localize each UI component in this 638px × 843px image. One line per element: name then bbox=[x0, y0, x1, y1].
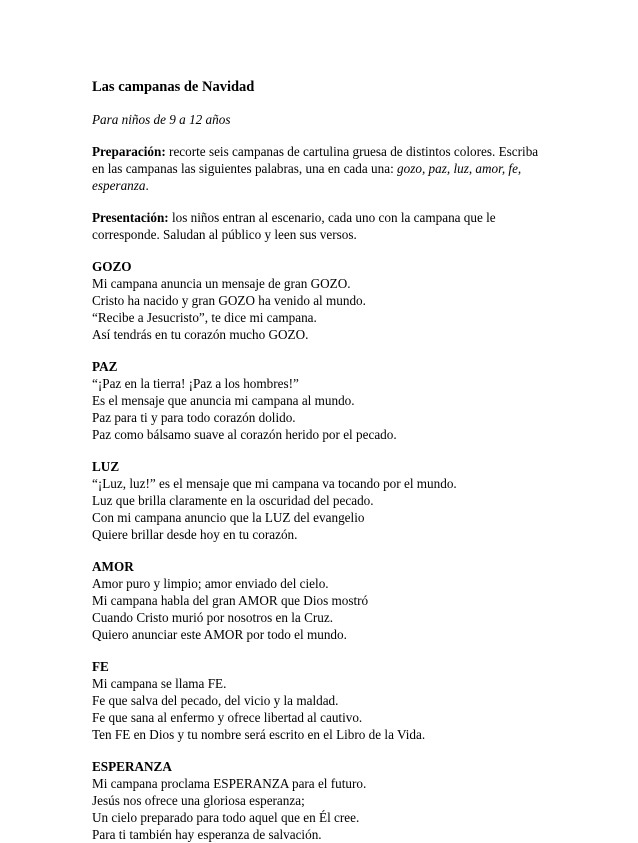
verse-line: “¡Luz, luz!” es el mensaje que mi campana va tocando por el mundo. bbox=[92, 476, 457, 491]
verse-line: Paz para ti y para todo corazón dolido. bbox=[92, 410, 296, 425]
verse-line: Fe que sana al enfermo y ofrece libertad al cautivo. bbox=[92, 710, 363, 725]
presentation-paragraph bbox=[92, 209, 552, 243]
verse-line: Es el mensaje que anuncia mi campana al mundo. bbox=[92, 393, 355, 408]
verse-line: Para ti también hay esperanza de salvación. bbox=[92, 827, 322, 842]
section-paz bbox=[92, 358, 552, 443]
section-esperanza bbox=[92, 758, 552, 843]
verse-line: Mi campana anuncia un mensaje de gran GOZO. bbox=[92, 276, 351, 291]
verse-line: Jesús nos ofrece una gloriosa esperanza; bbox=[92, 793, 305, 808]
verse-line: “Recibe a Jesucristo”, te dice mi campana. bbox=[92, 310, 317, 325]
section-title: LUZ bbox=[92, 459, 120, 474]
preparation-label: Preparación: bbox=[92, 144, 166, 159]
section-amor bbox=[92, 558, 552, 643]
verse-line: Luz que brilla claramente en la oscuridad del pecado. bbox=[92, 493, 374, 508]
presentation-text: los niños entran al escenario, cada uno con la campana que le corresponde. Saludan al público y leen sus versos. bbox=[92, 210, 496, 242]
section-title: PAZ bbox=[92, 359, 118, 374]
preparation-end: . bbox=[145, 178, 149, 193]
document-subtitle: Para niños de 9 a 12 años bbox=[92, 112, 231, 127]
section-title: FE bbox=[92, 659, 109, 674]
section-title: AMOR bbox=[92, 559, 134, 574]
verse-line: Un cielo preparado para todo aquel que en Él cree. bbox=[92, 810, 360, 825]
verse-line: Mi campana habla del gran AMOR que Dios mostró bbox=[92, 593, 369, 608]
section-title: ESPERANZA bbox=[92, 759, 172, 774]
document-title: Las campanas de Navidad bbox=[92, 79, 255, 95]
verse-line: Quiero anunciar este AMOR por todo el mundo. bbox=[92, 627, 347, 642]
verse-line: Así tendrás en tu corazón mucho GOZO. bbox=[92, 327, 309, 342]
preparation-words: gozo, paz, luz, amor, fe, esperanza bbox=[92, 161, 522, 193]
section-gozo bbox=[92, 258, 552, 343]
verse-line: Mi campana se llama FE. bbox=[92, 676, 227, 691]
verse-line: Cristo ha nacido y gran GOZO ha venido al mundo. bbox=[92, 293, 366, 308]
verse-line: Mi campana proclama ESPERANZA para el futuro. bbox=[92, 776, 367, 791]
verse-line: Quiere brillar desde hoy en tu corazón. bbox=[92, 527, 298, 542]
verse-line: Paz como bálsamo suave al corazón herido por el pecado. bbox=[92, 427, 397, 442]
section-title: GOZO bbox=[92, 259, 132, 274]
section-luz bbox=[92, 458, 552, 543]
verse-line: Cuando Cristo murió por nosotros en la Cruz. bbox=[92, 610, 334, 625]
section-fe bbox=[92, 658, 552, 743]
verse-line: “¡Paz en la tierra! ¡Paz a los hombres!” bbox=[92, 376, 299, 391]
preparation-paragraph bbox=[92, 143, 552, 194]
verse-line: Fe que salva del pecado, del vicio y la maldad. bbox=[92, 693, 339, 708]
verse-line: Con mi campana anuncio que la LUZ del evangelio bbox=[92, 510, 365, 525]
preparation-text: recorte seis campanas de cartulina gruesa de distintos colores. Escriba en las campanas las siguientes palabras, una en cada una: bbox=[92, 144, 539, 176]
document-page bbox=[92, 78, 552, 843]
presentation-label: Presentación: bbox=[92, 210, 169, 225]
verse-line: Ten FE en Dios y tu nombre será escrito en el Libro de la Vida. bbox=[92, 727, 426, 742]
verse-line: Amor puro y limpio; amor enviado del cielo. bbox=[92, 576, 329, 591]
